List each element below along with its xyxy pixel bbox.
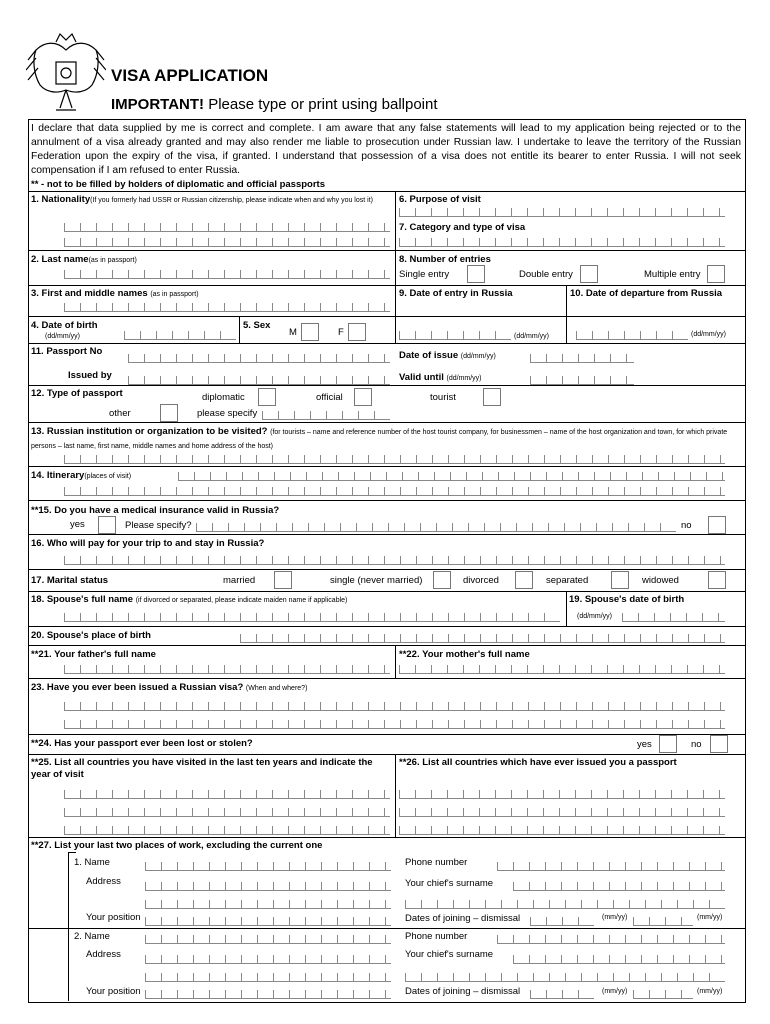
valid-until-text: Valid until	[399, 372, 444, 383]
valid-until-format: (dd/mm/yy)	[446, 375, 482, 382]
diplomatic-checkbox[interactable]	[258, 388, 276, 406]
single-entry-checkbox[interactable]	[467, 265, 485, 283]
who-pay-label: 16. Who will pay for your trip to and stay in Russia?	[31, 538, 265, 549]
divorced-checkbox[interactable]	[515, 571, 533, 589]
first-name-hint: (as in passport)	[150, 291, 199, 298]
other-label: other	[109, 408, 131, 419]
issued-by-field[interactable]	[128, 376, 390, 385]
dob-format: (dd/mm/yy)	[45, 333, 80, 340]
work2-name-label: 2. Name	[74, 931, 110, 942]
multiple-entry-label: Multiple entry	[644, 269, 701, 280]
widowed-label: widowed	[642, 575, 679, 586]
date-issue-format: (dd/mm/yy)	[460, 353, 496, 360]
spouse-name-text: 18. Spouse's full name	[31, 594, 134, 605]
single-entry-label: Single entry	[399, 269, 450, 280]
nationality-field-2[interactable]	[64, 238, 390, 247]
work2-chief-label: Your chief's surname	[405, 949, 494, 960]
sex-f-label: F	[338, 327, 344, 338]
form-subtitle	[111, 96, 438, 113]
nationality-hint: (If you formerly had USSR or Russian citizenship, please indicate when and why you lost it)	[90, 197, 373, 204]
work1-position-field[interactable]	[145, 917, 391, 926]
separated-checkbox[interactable]	[611, 571, 629, 589]
single-never-label: single (never married)	[330, 575, 423, 586]
other-specify-field[interactable]	[262, 411, 390, 420]
tourist-label: tourist	[430, 392, 456, 403]
first-name-label	[31, 288, 199, 299]
date-departure-field[interactable]	[576, 331, 688, 340]
marital-label: 17. Marital status	[31, 575, 109, 586]
note-text: ** - not to be filled by holders of diplomatic and official passports	[31, 179, 325, 190]
dob-label: 4. Date of birth	[31, 320, 98, 331]
institution-label	[31, 425, 741, 453]
work2-position-label: Your position	[86, 986, 141, 997]
spouse-name-label	[31, 594, 347, 605]
spouse-dob-field[interactable]	[622, 613, 725, 622]
spouse-place-field[interactable]	[240, 634, 725, 643]
passport-type-label: 12. Type of passport	[31, 388, 123, 399]
russian-visa-hint: (When and where?)	[245, 685, 308, 692]
work1-name-label: 1. Name	[74, 857, 110, 868]
issued-by-label: Issued by	[68, 370, 112, 381]
work-label: **27. List your last two places of work, excluding the current one	[31, 840, 323, 851]
multiple-entry-checkbox[interactable]	[707, 265, 725, 283]
subtitle-text: Please type or print using ballpoint	[208, 96, 438, 113]
lost-no-label: no	[691, 739, 702, 750]
father-field[interactable]	[64, 665, 390, 674]
entries-label: 8. Number of entries	[399, 254, 491, 265]
itinerary-label	[31, 470, 131, 481]
single-never-checkbox[interactable]	[433, 571, 451, 589]
work2-address-field[interactable]	[145, 955, 391, 964]
work2-address-label: Address	[86, 949, 121, 960]
category-label: 7. Category and type of visa	[399, 222, 526, 233]
work2-chief-field[interactable]	[513, 955, 725, 964]
mother-field[interactable]	[399, 665, 725, 674]
institution-field[interactable]	[64, 455, 725, 464]
purpose-label: 6. Purpose of visit	[399, 194, 481, 205]
work2-chief-field-2[interactable]	[405, 973, 725, 982]
official-label: official	[316, 392, 343, 403]
countries-visited-field-1[interactable]	[64, 790, 390, 799]
date-issue-text: Date of issue	[399, 350, 459, 361]
spouse-place-label: 20. Spouse's place of birth	[31, 630, 151, 641]
date-departure-format: (dd/mm/yy)	[691, 331, 726, 338]
work1-chief-field[interactable]	[513, 882, 725, 891]
sex-f-checkbox[interactable]	[348, 323, 366, 341]
date-departure-label: 10. Date of departure from Russia	[570, 288, 723, 299]
sex-m-checkbox[interactable]	[301, 323, 319, 341]
passport-lost-label: **24. Has your passport ever been lost or stolen?	[31, 738, 253, 749]
first-name-text: 3. First and middle names	[31, 288, 148, 299]
work2-position-field[interactable]	[145, 990, 391, 999]
who-pay-field[interactable]	[64, 556, 725, 565]
institution-text: 13. Russian institution or organization to be visited?	[31, 426, 268, 437]
work1-dates-label: Dates of joining – dismissal	[405, 913, 521, 924]
work1-address-field-2[interactable]	[145, 900, 391, 909]
work1-chief-label: Your chief's surname	[405, 878, 494, 889]
institution-hint: (for tourists – name and reference number of the host tourist company, for businessmen – name of the host organization and town, for which private persons – last name, first name, middle names and home address of the host)	[31, 429, 728, 450]
insurance-yes-label: yes	[70, 519, 85, 530]
itinerary-hint: (places of visit)	[84, 473, 132, 480]
work1-dismiss-format: (mm/yy)	[697, 914, 723, 921]
countries-passport-label: **26. List all countries which have ever issued you a passport	[399, 757, 677, 768]
tourist-checkbox[interactable]	[483, 388, 501, 406]
last-name-field[interactable]	[64, 270, 390, 279]
widowed-checkbox[interactable]	[708, 571, 726, 589]
valid-until-label	[399, 372, 482, 383]
spouse-name-field[interactable]	[64, 613, 560, 622]
date-entry-field[interactable]	[399, 331, 511, 340]
date-issue-field[interactable]	[530, 354, 634, 363]
work1-name-field[interactable]	[145, 862, 391, 871]
date-entry-format: (dd/mm/yy)	[514, 333, 549, 340]
work1-phone-field[interactable]	[497, 862, 725, 871]
last-name-label	[31, 254, 137, 265]
russian-visa-label	[31, 682, 307, 693]
work1-dismiss-field[interactable]	[633, 917, 693, 926]
russian-visa-field-2[interactable]	[64, 720, 725, 729]
passport-no-label: 11. Passport No	[31, 346, 103, 357]
russian-visa-text: 23. Have you ever been issued a Russian visa?	[31, 682, 244, 693]
insurance-specify-field[interactable]	[196, 523, 676, 532]
nationality-text: 1. Nationality	[31, 194, 91, 205]
divorced-label: divorced	[463, 575, 499, 586]
work1-join-field[interactable]	[530, 917, 594, 926]
work2-phone-field[interactable]	[497, 935, 725, 944]
mother-label: **22. Your mother's full name	[399, 649, 530, 660]
work1-join-format: (mm/yy)	[602, 914, 628, 921]
double-entry-checkbox[interactable]	[580, 265, 598, 283]
purpose-field[interactable]	[399, 208, 725, 217]
spouse-dob-label: 19. Spouse's date of birth	[569, 594, 685, 605]
lost-yes-checkbox[interactable]	[659, 735, 677, 753]
separated-label: separated	[546, 575, 589, 586]
work1-phone-label: Phone number	[405, 857, 468, 868]
official-checkbox[interactable]	[354, 388, 372, 406]
countries-visited-field-2[interactable]	[64, 808, 390, 817]
insurance-no-label: no	[681, 520, 692, 531]
spouse-name-hint: (if divorced or separated, please indicate maiden name if applicable)	[135, 597, 348, 604]
first-name-field[interactable]	[64, 303, 390, 312]
itinerary-field[interactable]	[178, 472, 725, 481]
sex-m-label: M	[289, 327, 297, 338]
married-checkbox[interactable]	[274, 571, 292, 589]
work2-join-format: (mm/yy)	[602, 988, 628, 995]
insurance-specify-label: Please specify?	[125, 520, 192, 531]
work2-address-field-2[interactable]	[145, 973, 391, 982]
father-label: **21. Your father's full name	[31, 649, 156, 660]
last-name-hint: (as in passport)	[88, 257, 137, 264]
countries-passport-field-2[interactable]	[399, 808, 725, 817]
dob-field[interactable]	[124, 331, 236, 340]
please-specify-label: please specify	[197, 408, 258, 419]
diplomatic-label: diplomatic	[202, 392, 245, 403]
work1-chief-field-2[interactable]	[405, 900, 725, 909]
work1-position-label: Your position	[86, 912, 141, 923]
lost-no-checkbox[interactable]	[710, 735, 728, 753]
countries-visited-field-3[interactable]	[64, 826, 390, 835]
work2-name-field[interactable]	[145, 935, 391, 944]
sex-label: 5. Sex	[243, 320, 271, 331]
countries-visited-label: **25. List all countries you have visited in the last ten years and indicate the year of visit	[31, 757, 373, 780]
lost-yes-label: yes	[637, 739, 652, 750]
work1-address-field[interactable]	[145, 882, 391, 891]
married-label: married	[223, 575, 256, 586]
itinerary-field-2[interactable]	[64, 487, 725, 496]
russian-visa-field[interactable]	[64, 702, 725, 711]
work2-dismiss-field[interactable]	[633, 990, 693, 999]
work1-address-label: Address	[86, 876, 121, 887]
date-issue-label	[399, 350, 496, 361]
nationality-field[interactable]	[64, 223, 390, 232]
double-entry-label: Double entry	[519, 269, 573, 280]
work2-dismiss-format: (mm/yy)	[697, 988, 723, 995]
valid-until-field[interactable]	[530, 376, 634, 385]
nationality-label	[31, 194, 373, 205]
insurance-yes-checkbox[interactable]	[98, 516, 116, 534]
important-label: IMPORTANT!	[111, 96, 205, 113]
last-name-text: 2. Last name	[31, 254, 89, 265]
work2-dates-label: Dates of joining – dismissal	[405, 986, 521, 997]
insurance-label: **15. Do you have a medical insurance valid in Russia?	[31, 505, 280, 516]
insurance-no-checkbox[interactable]	[708, 516, 726, 534]
declaration-text: I declare that data supplied by me is correct and complete. I am aware that any false statements will lead to my application being rejected or to the annulment of a visa already granted and may also render me liable to prosecution under Russian law. I undertake to leave the territory of the Russian Federation upon the expiry of the visa, if granted. I understand that possession of a visa does not entitle its bearer to enter Russia. I will not seek compensation if I am refused to enter Russia.	[31, 123, 741, 176]
coat-of-arms-emblem	[26, 30, 106, 120]
form-title: VISA APPLICATION	[111, 66, 269, 85]
itinerary-text: 14. Itinerary	[31, 470, 85, 481]
date-entry-label: 9. Date of entry in Russia	[399, 288, 513, 299]
work2-phone-label: Phone number	[405, 931, 468, 942]
spouse-dob-format: (dd/mm/yy)	[577, 613, 612, 620]
other-checkbox[interactable]	[160, 404, 178, 422]
work2-join-field[interactable]	[530, 990, 594, 999]
passport-no-field[interactable]	[128, 354, 390, 363]
category-field[interactable]	[399, 238, 725, 247]
countries-passport-field-3[interactable]	[399, 826, 725, 835]
countries-passport-field-1[interactable]	[399, 790, 725, 799]
